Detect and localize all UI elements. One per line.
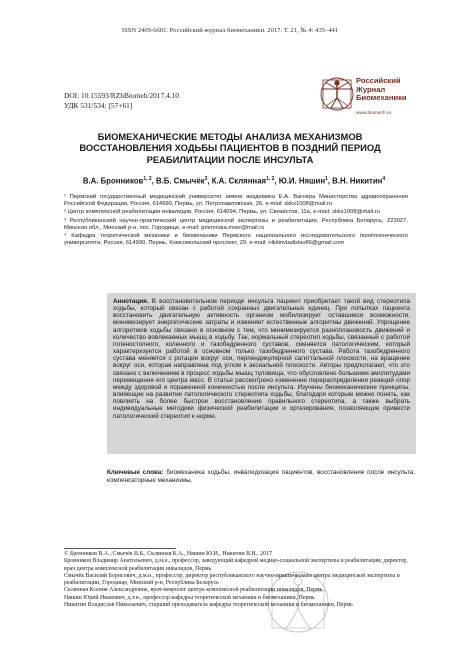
vitruvian-man-icon	[318, 72, 356, 120]
keywords-label: Ключевые слова:	[107, 469, 164, 476]
author-name: В.Н. Никитин	[332, 176, 383, 186]
abstract-text: В восстановительном периоде инсульта пациент приобретает такой вид стереотипа ходьбы, который связан с работой сохранных двигательных единиц. При попытках пациента восстановить двигательную активность организм мобилизирует оставшиеся возможности, минимизирует энергетические затраты и изменяет естественные алгоритмы движений. Упрощение алгоритмов ходьбы связано в основном с тем, что минимизируется разноплановость движений и количество вовлекаемых мышц в ходьбу. Так, нормальный стереотип ходьбы, связанный с работой голеностопного, коленного и тазобедренного суставов, сменяется патологическим, который характеризуется работой в основном только тазобедренного сустава. Работа тазобедренного сустава меняется с ротации вокруг оси, перпендикулярной сагиттальной плоскости, на вращение вокруг оси, которая направлена под углом к аксиальной плоскости. Авторы предполагают, что это связано с включением в процесс ходьбы мышц туловища, что обусловлено большими амплитудами перемещения его центра масс. В статье рассмотрено изменение перераспределения реакций опор между здоровой и пораженной конечностью после инсульта. Изучены биомеханические принципы, влияющие на развитие патологического стереотипа ходьбы, благодаря которым можно понять, как повлиять на более быстрое восстановление правильного стереотипа, а также выбрать индивидуальные методики физической реабилитации и ортезирования, позволяющие привести патологический стереотип к норме.	[113, 298, 410, 420]
footnote-author-5: Никитин Владислав Николаевич, старший преподаватель кафедры теоретической механики и биомеханики, Пермь	[64, 602, 353, 609]
logo-url: www.biomech.ru	[356, 111, 392, 116]
author-name: К.А. Склянная	[211, 176, 267, 186]
author-affiliation-mark: 1	[325, 176, 328, 182]
abstract-box	[107, 293, 416, 454]
vitruvian-watermark-icon	[258, 567, 338, 637]
abstract-label: Аннотация.	[113, 298, 149, 305]
udc-line: УДК 531/534: [57+61]	[64, 101, 133, 110]
article-title: БИОМЕХАНИЧЕСКИЕ МЕТОДЫ АНАЛИЗА МЕХАНИЗМОВ ВОССТАНОВЛЕНИЯ ХОДЬБЫ ПАЦИЕНТОВ В ПОЗДНИЙ ПЕРИОД РЕАБИЛИТАЦИИ ПОСЛЕ ИНСУЛЬТА	[79, 131, 381, 165]
author-affiliation-mark: 1, 2	[266, 176, 275, 182]
author-name: Ю.И. Няшин	[278, 176, 326, 186]
journal-logo	[318, 72, 410, 122]
footnote-divider	[64, 548, 176, 549]
affiliation-1: ¹ Пермский государственный медицинский университет имени академика Е.А. Вагнера Министерства здравоохранения Российской Федерации, Россия, 614990, Пермь, ул. Петропавловская, 26, e-mail: skks1008@mail.ru	[64, 194, 408, 208]
copyright-line: © Бронников В.А., Смычёк В.Б., Склянная К.А., Няшин Ю.И., Никитин В.Н., 2017	[64, 551, 272, 557]
author-affiliation-mark: 4	[382, 176, 386, 182]
article-identifiers	[64, 91, 179, 111]
footnote-author-2: Смычёк Василий Борисович, д.м.н., профессор, директор республиканского научно-практического центра медицинской экспертизы и реабилитации, Городище, Минский р-н, Республика Беларусь	[64, 572, 400, 587]
author-list: В.А. Бронников$^{1, 2}$, В.Б. Смычёк$^3$, К.А. Склянная$^{1, 2}$, Ю.И. Няшин$^1$, В.Н. Никитин$^4$	[82, 176, 386, 186]
footnote-author-1: Бронников Владимир Анатольевич, д.м.н., профессор, заведующий кафедрой медико-социальной экспертизы и реабилитации; директор, врач центра комплексной реабилитации инвалидов, Пермь	[64, 558, 408, 572]
footnote-author-3: Склянная Ксения Александровна, врач-невролог центра комплексной реабилитации инвалидов, Пермь	[64, 587, 323, 594]
footnote-author-4: Няшин Юрий Иванович, д.т.н., профессор кафедры теоретической механики и биомеханики, Пермь	[64, 594, 315, 601]
author-name: В.Б. Смычёк	[156, 176, 205, 186]
author-affiliation-mark: 1, 2	[143, 176, 152, 182]
affiliation-3: ³ Республиканский научно-практический центр медицинской экспертизы и реабилитации, Республика Беларусь, 223027, Минская обл., Минский р-н, пос. Городище, e-mail: priemnaia.mser@mail.ru	[64, 217, 408, 231]
logo-wordmark: Российский Журнал Биомеханики	[356, 76, 407, 103]
author-name: В.А. Бронников	[82, 176, 144, 186]
author-footnotes	[64, 551, 408, 609]
affiliation-4: ⁴ Кафедра теоретической механики и биомеханики Пермского национального исследовательского политехнического университета, Россия, 614990, Пермь, Комсомольский проспект, 29, e-mail: nikitinvladislav86@gmail.com	[64, 233, 408, 247]
keywords-text: биомеханика ходьбы, инвалидизация пациентов, восстановление после инсульта, компенсаторные механизмы.	[107, 469, 415, 484]
journal-issn-header: ISSN 2409-6601. Российский журнал биомеханики. 2017. Т. 21, № 4: 435–441	[121, 27, 339, 34]
keywords	[107, 469, 415, 484]
doi-line: DOI: 10.15593/RZhBiomeh/2017.4.10	[64, 91, 179, 100]
affiliation-2: ² Центр комплексной реабилитации инвалидов, Россия, 614094, Пермь, ул. Связистов, 11а, e-mail: skks1008@mail.ru	[64, 209, 380, 216]
author-affiliation-mark: 3	[204, 176, 208, 182]
affiliations	[64, 194, 408, 248]
